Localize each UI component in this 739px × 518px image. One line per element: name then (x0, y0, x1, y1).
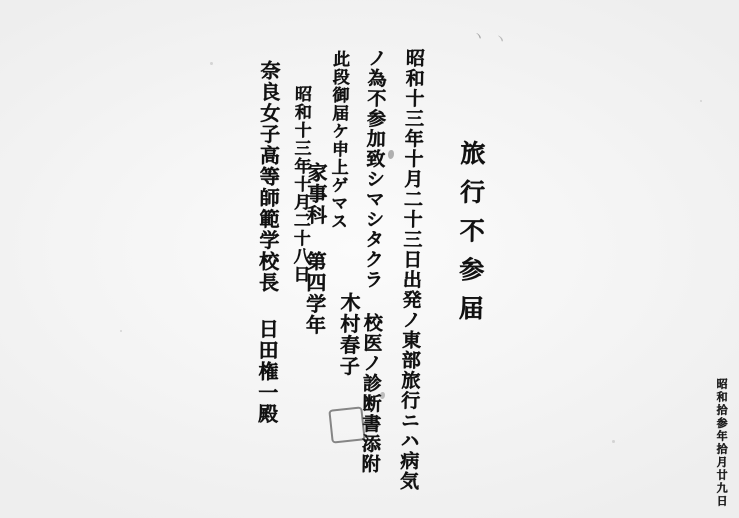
body-column-3: 此段御届ケ申上ゲマス (326, 49, 349, 231)
body-column-1: 昭和十三年十月二十三日出発ノ東部旅行ニハ病気 (396, 47, 425, 492)
ink-smudge-top: ヽ (469, 28, 487, 43)
paper-speck-4 (120, 330, 122, 332)
affiliation-column-visible: 家事科 第四学年 (302, 161, 328, 336)
paper-speck-2 (612, 440, 615, 443)
addressee-column: 奈良女子高等師範学校長 日田権一殿 (254, 59, 281, 425)
paper-speck-1 (210, 62, 213, 65)
name-seal (328, 406, 365, 443)
signature-column: 木村春子 (336, 291, 361, 377)
received-stamp: 昭和拾参年拾月廿九日 (715, 378, 728, 508)
date-column: 昭和十三年十月二十八日 (289, 84, 311, 284)
body-column-2: ノ為不参加致シマシタクラ 校医ノ診断書添附 (358, 47, 387, 475)
document-title: 旅行不参届 (454, 139, 486, 334)
paper-speck-3 (700, 100, 702, 102)
ink-smudge-top-2: ヽ (490, 30, 509, 46)
